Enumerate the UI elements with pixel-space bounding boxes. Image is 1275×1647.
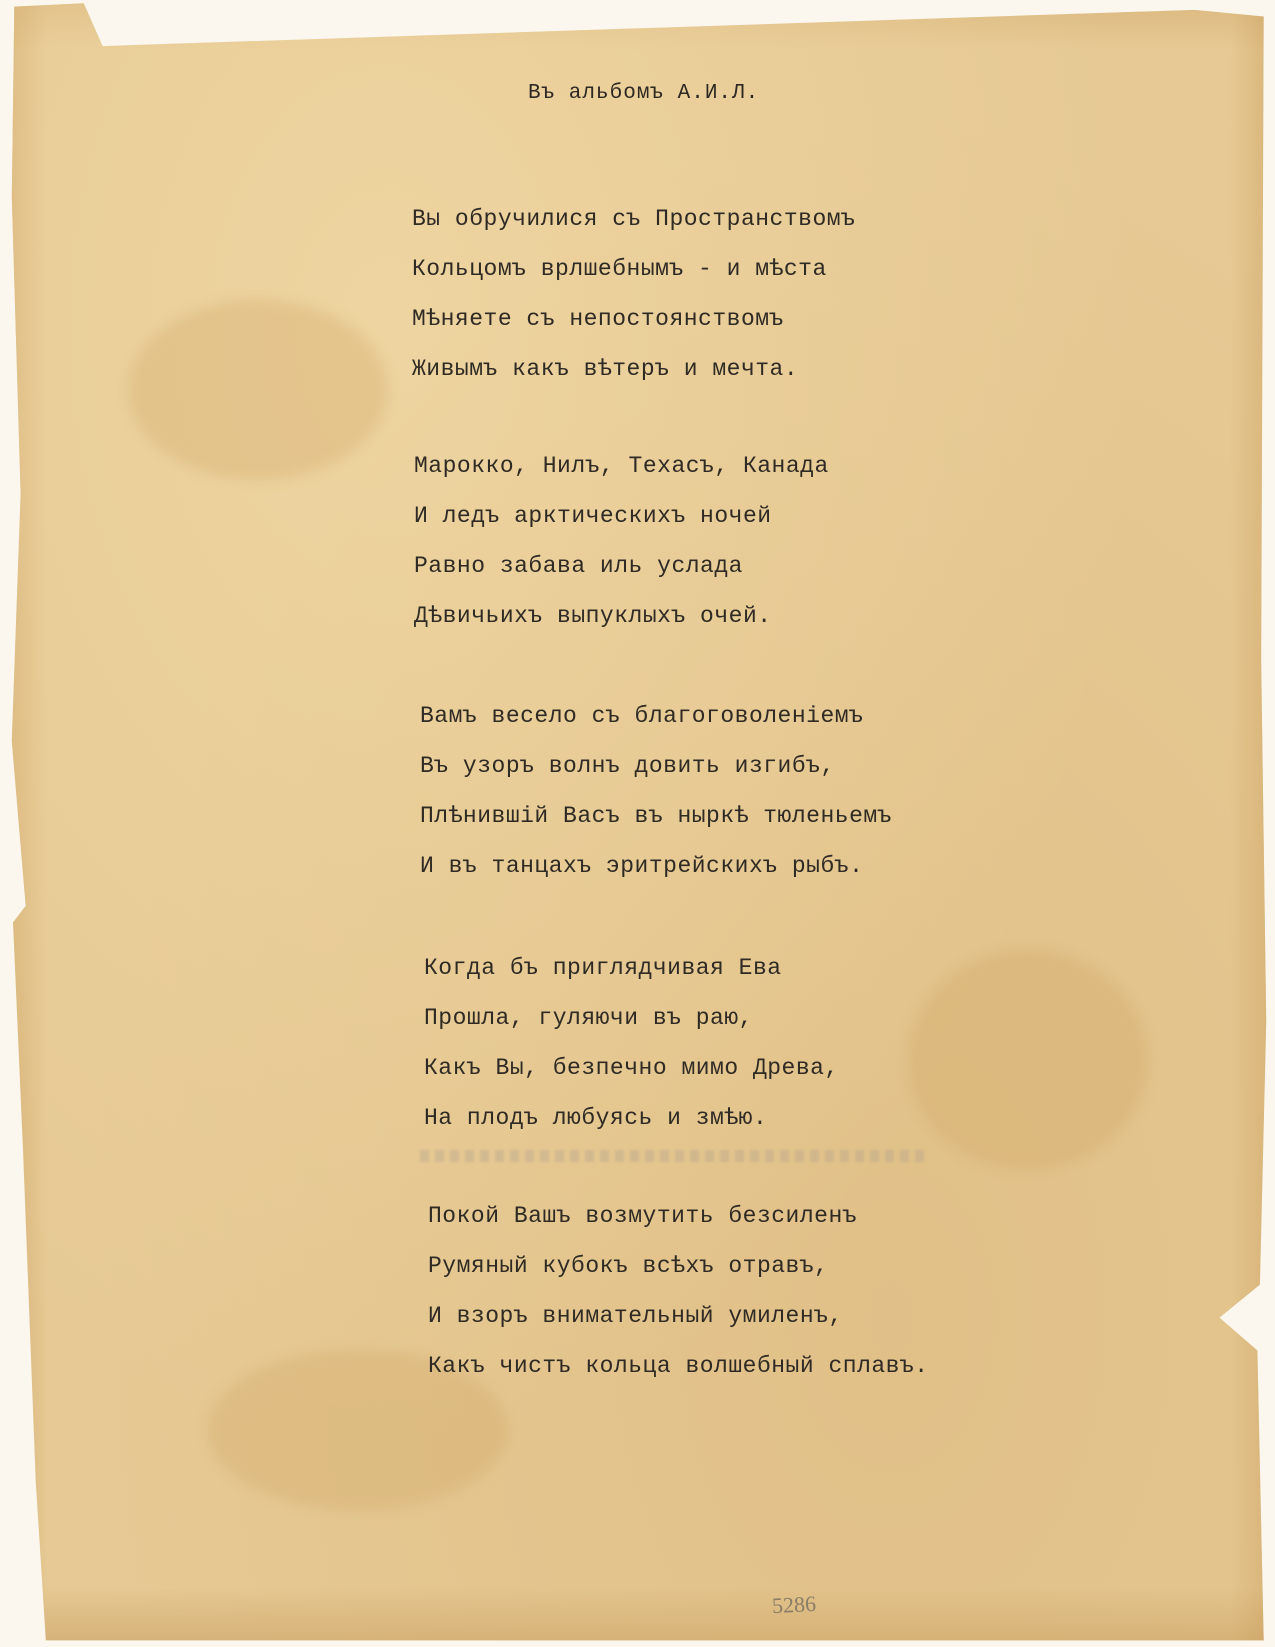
- poem-line: Когда бъ приглядчивая Ева: [424, 955, 782, 981]
- poem-line: Плѣнившій Васъ въ ныркѣ тюленьемъ: [420, 803, 892, 829]
- poem-line: Дѣвичьихъ выпуклыхъ очей.: [414, 603, 772, 629]
- poem-line: И ледъ арктическихъ ночей: [414, 503, 772, 529]
- paper-stain: [128, 300, 388, 480]
- poem-line: И въ танцахъ эритрейскихъ рыбъ.: [420, 853, 864, 879]
- poem-title: Въ альбомъ А.И.Л.: [528, 82, 760, 105]
- poem-line: Какъ Вы, безпечно мимо Древа,: [424, 1055, 839, 1081]
- poem-line: Въ узоръ волнъ довить изгибъ,: [420, 753, 835, 779]
- poem-line: Мѣняете съ непостоянствомъ: [412, 306, 784, 332]
- poem-line: На плодъ любуясь и змѣю.: [424, 1105, 768, 1131]
- poem-line: Равно забава иль услада: [414, 553, 743, 579]
- poem-line: Марокко, Нилъ, Техасъ, Канада: [414, 453, 829, 479]
- poem-line: Какъ чистъ кольца волшебный сплавъ.: [428, 1353, 929, 1379]
- paper-stain: [908, 950, 1148, 1170]
- archive-number: 5286: [771, 1590, 817, 1619]
- poem-line: Румяный кубокъ всѣхъ отравъ,: [428, 1253, 829, 1279]
- poem-line: И взоръ внимательный умиленъ,: [428, 1303, 843, 1329]
- poem-line: Вы обручилися съ Пространствомъ: [412, 206, 856, 232]
- poem-line: Живымъ какъ вѣтеръ и мечта.: [412, 356, 799, 382]
- poem-line: Покой Вашъ возмутить безсиленъ: [428, 1203, 858, 1229]
- poem-line: Прошла, гуляючи въ раю,: [424, 1005, 753, 1031]
- faded-typed-line: [420, 1150, 930, 1162]
- poem-line: Вамъ весело съ благоговоленіемъ: [420, 703, 864, 729]
- poem-line: Кольцомъ врлшебнымъ - и мѣста: [412, 256, 827, 282]
